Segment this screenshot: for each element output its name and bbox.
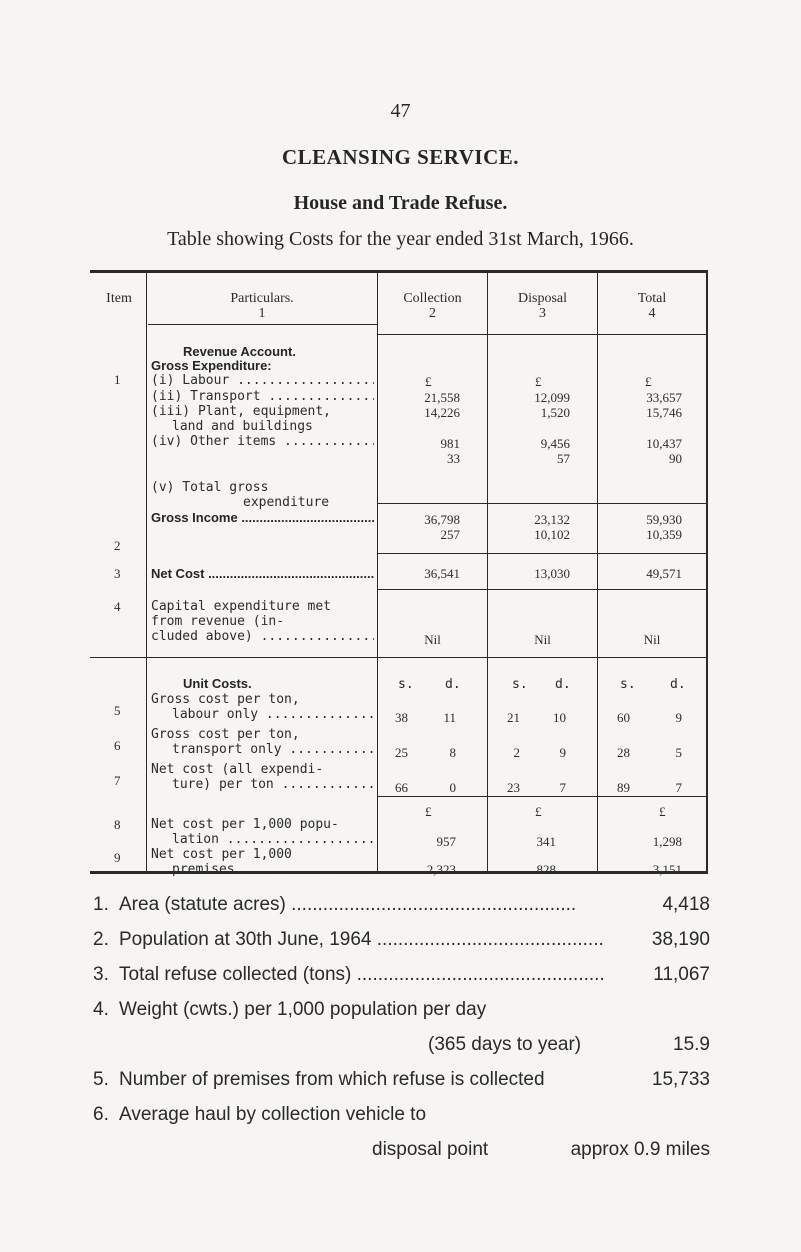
page-subtitle: House and Trade Refuse. <box>293 192 508 214</box>
net-per-premises-label-1: Net cost per 1,000 <box>151 847 292 862</box>
capital-collection: Nil <box>424 632 441 647</box>
item-number-2: 2 <box>114 538 121 553</box>
pence-label-collection: d. <box>445 677 461 692</box>
net-per-ton-total-d: 7 <box>675 780 682 795</box>
labour-collection: 21,558 <box>424 390 460 405</box>
item-number-7: 7 <box>114 773 121 788</box>
page-number: 47 <box>390 100 411 122</box>
unit-costs-heading: Unit Costs. <box>183 676 252 691</box>
gross-labour-disposal-d: 10 <box>553 710 566 725</box>
labour-label: (i) Labour ..... <box>151 373 374 388</box>
note-5-label: Number of premises from which refuse is collected <box>119 1069 545 1090</box>
gross-expenditure-label: Gross Expenditure: <box>151 358 272 373</box>
header-particulars-number: 1 <box>258 306 266 321</box>
pence-label-disposal: d. <box>555 677 571 692</box>
net-per-pop-collection: 957 <box>436 834 456 849</box>
note-6-number: 6. <box>93 1104 109 1125</box>
capital-label-3: cluded above) ..... <box>151 629 374 644</box>
total-gross-label-1: (v) Total gross <box>151 480 269 495</box>
transport-total: 15,746 <box>646 405 682 420</box>
header-collection: Collection <box>403 291 462 306</box>
gross-labour-label-1: Gross cost per ton, <box>151 692 300 707</box>
net-per-ton-collection-d: 0 <box>449 780 456 795</box>
note-3-value: 11,067 <box>653 964 710 985</box>
total-gross-collection: 36,798 <box>424 512 460 527</box>
currency-per-1000-disposal: £ <box>535 804 542 819</box>
gross-transport-label-1: Gross cost per ton, <box>151 727 300 742</box>
rule-net-cost-bottom <box>378 589 706 590</box>
gross-income-label: Gross Income ..... <box>151 510 374 525</box>
currency-per-1000-total: £ <box>659 804 666 819</box>
revenue-account-heading: Revenue Account. <box>183 344 296 359</box>
total-gross-total: 59,930 <box>646 512 682 527</box>
column-divider-1 <box>146 272 147 871</box>
net-per-premises-total: 3,151 <box>652 862 682 877</box>
pence-label-total: d. <box>670 677 686 692</box>
column-divider-4 <box>597 272 598 871</box>
note-1-value: 4,418 <box>662 894 710 915</box>
rule-unit-costs <box>90 657 706 658</box>
plant-collection: 981 <box>440 436 460 451</box>
gross-income-disposal: 10,102 <box>534 527 570 542</box>
gross-labour-collection-s: 38 <box>395 710 408 725</box>
note-4-label: Weight (cwts.) per 1,000 population per day <box>119 999 487 1020</box>
header-disposal-number: 3 <box>539 306 546 321</box>
currency-disposal: £ <box>535 374 542 389</box>
note-4-number: 4. <box>93 999 109 1020</box>
note-3-label: Total refuse collected (tons) ..... <box>119 964 604 986</box>
page-title: CLEANSING SERVICE. <box>282 145 519 169</box>
gross-transport-disposal-s: 2 <box>513 745 520 760</box>
total-gross-disposal: 23,132 <box>534 512 570 527</box>
note-1-number: 1. <box>93 894 109 915</box>
rule-net-cost-top <box>378 553 706 554</box>
item-number-1: 1 <box>114 372 121 387</box>
item-number-5: 5 <box>114 703 121 718</box>
note-6-label: Average haul by collection vehicle to <box>119 1104 427 1125</box>
item-number-4: 4 <box>114 599 121 614</box>
column-divider-2 <box>377 272 378 871</box>
gross-transport-collection-d: 8 <box>449 745 456 760</box>
plant-label-2: land and buildings <box>172 419 313 434</box>
gross-labour-collection-d: 11 <box>443 710 456 725</box>
rule-total-gross <box>378 503 706 504</box>
transport-label: (ii) Transport ..... <box>151 389 374 404</box>
header-item: Item <box>106 291 132 306</box>
item-number-9: 9 <box>114 850 121 865</box>
rule-per-1000 <box>378 796 706 797</box>
net-per-premises-disposal: 828 <box>536 862 556 877</box>
transport-disposal: 1,520 <box>540 405 570 420</box>
net-per-pop-label-1: Net cost per 1,000 popu- <box>151 817 339 832</box>
currency-total: £ <box>645 374 652 389</box>
net-per-ton-collection-s: 66 <box>395 780 408 795</box>
net-per-pop-disposal: 341 <box>536 834 556 849</box>
item-number-8: 8 <box>114 817 121 832</box>
net-per-premises-label-2: premises ..... <box>172 862 374 877</box>
note-5-number: 5. <box>93 1069 109 1090</box>
note-3-number: 3. <box>93 964 109 985</box>
note-6-label-2: disposal point <box>372 1139 489 1160</box>
net-per-premises-collection: 2,323 <box>426 862 456 877</box>
header-rule-particulars <box>148 324 378 325</box>
gross-labour-label-2: labour only ..... <box>172 707 374 722</box>
shillings-label-total: s. <box>620 677 636 692</box>
net-per-ton-label-1: Net cost (all expendi- <box>151 762 324 777</box>
table-caption: Table showing Costs for the year ended 31st March, 1966. <box>167 228 634 250</box>
header-rule-values <box>378 334 706 335</box>
plant-total: 10,437 <box>646 436 682 451</box>
other-disposal: 57 <box>557 451 570 466</box>
transport-collection: 14,226 <box>424 405 460 420</box>
gross-transport-label-2: transport only ..... <box>172 742 374 757</box>
shillings-label-collection: s. <box>398 677 414 692</box>
header-total: Total <box>637 291 667 306</box>
currency-collection: £ <box>425 374 432 389</box>
other-collection: 33 <box>447 451 460 466</box>
shillings-label-disposal: s. <box>512 677 528 692</box>
item-number-6: 6 <box>114 738 121 753</box>
labour-total: 33,657 <box>646 390 682 405</box>
total-gross-label-2: expenditure <box>243 495 330 510</box>
plant-label-1: (iii) Plant, equipment, <box>151 404 332 419</box>
other-items-label: (iv) Other items ..... <box>151 434 374 449</box>
note-4-value: 15.9 <box>673 1034 710 1055</box>
gross-labour-disposal-s: 21 <box>507 710 520 725</box>
item-number-3: 3 <box>114 566 121 581</box>
note-5-value: 15,733 <box>651 1069 710 1090</box>
note-6-value: approx 0.9 miles <box>570 1139 710 1160</box>
table-top-border <box>90 270 708 273</box>
gross-transport-total-d: 5 <box>675 745 682 760</box>
net-cost-collection: 36,541 <box>424 566 460 581</box>
note-2-label: Population at 30th June, 1964 ..... <box>119 929 604 951</box>
column-divider-3 <box>487 272 488 871</box>
capital-disposal: Nil <box>534 632 551 647</box>
gross-labour-total-s: 60 <box>617 710 630 725</box>
gross-transport-collection-s: 25 <box>395 745 408 760</box>
gross-transport-disposal-d: 9 <box>559 745 566 760</box>
net-per-pop-label-2: lation ..... <box>172 832 374 847</box>
labour-disposal: 12,099 <box>534 390 570 405</box>
gross-transport-total-s: 28 <box>617 745 630 760</box>
gross-labour-total-d: 9 <box>675 710 682 725</box>
header-disposal: Disposal <box>518 291 567 306</box>
capital-total: Nil <box>643 632 661 647</box>
net-per-ton-disposal-d: 7 <box>559 780 566 795</box>
table-right-border <box>706 270 708 874</box>
net-cost-label: Net Cost ..... <box>151 566 374 581</box>
note-2-value: 38,190 <box>651 929 710 950</box>
capital-label-1: Capital expenditure met <box>151 599 332 614</box>
header-particulars: Particulars. <box>230 291 294 306</box>
net-per-pop-total: 1,298 <box>652 834 682 849</box>
net-cost-disposal: 13,030 <box>534 566 570 581</box>
gross-income-collection: 257 <box>440 527 460 542</box>
net-per-ton-disposal-s: 23 <box>507 780 520 795</box>
plant-disposal: 9,456 <box>540 436 570 451</box>
note-4-label-2: (365 days to year) <box>428 1034 582 1055</box>
capital-label-2: from revenue (in- <box>151 614 285 629</box>
note-2-number: 2. <box>93 929 109 950</box>
gross-income-total: 10,359 <box>646 527 682 542</box>
net-cost-total: 49,571 <box>646 566 682 581</box>
header-collection-number: 2 <box>429 306 436 321</box>
header-total-number: 4 <box>648 306 656 321</box>
other-total: 90 <box>669 451 682 466</box>
currency-per-1000-collection: £ <box>425 804 432 819</box>
net-per-ton-total-s: 89 <box>617 780 630 795</box>
note-1-label: Area (statute acres) ..... <box>119 894 631 916</box>
net-per-ton-label-2: ture) per ton ..... <box>172 777 374 792</box>
